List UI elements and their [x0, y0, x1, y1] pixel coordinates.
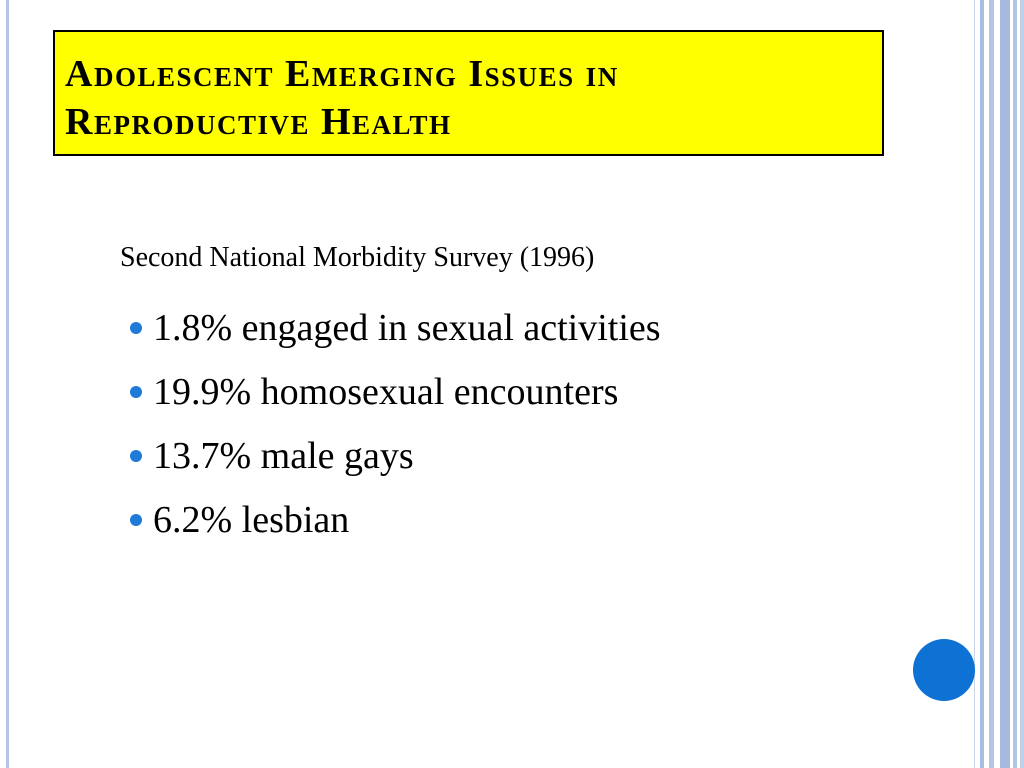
bullet-dot-icon: [130, 386, 142, 398]
slide-title: Adolescent Emerging Issues in Reproductive Health: [65, 53, 619, 143]
bullet-text: 19.9% homosexual encounters: [153, 371, 619, 413]
bullet-item: [130, 360, 661, 424]
bullet-dot-icon: [130, 450, 142, 462]
bullet-text: 1.8% engaged in sexual activities: [153, 307, 661, 349]
right-border-line: [1020, 0, 1024, 768]
bullet-item: [130, 296, 661, 360]
bullet-dot-icon: [130, 514, 142, 526]
bullet-dot-icon: [130, 322, 142, 334]
left-border-line: [6, 0, 9, 768]
survey-subheading: Second National Morbidity Survey (1996): [120, 242, 595, 273]
right-border-line: [1013, 0, 1017, 768]
right-border-line: [989, 0, 994, 768]
title-box: [53, 30, 884, 156]
bullet-item: [130, 424, 661, 488]
bullet-item: [130, 488, 661, 552]
decorative-circle-icon: [913, 639, 975, 701]
right-border-line: [980, 0, 984, 768]
bullet-list: [130, 296, 661, 552]
bullet-text: 6.2% lesbian: [153, 499, 350, 541]
right-border-line: [974, 0, 975, 768]
right-border-line: [1000, 0, 1010, 768]
bullet-text: 13.7% male gays: [153, 435, 414, 477]
